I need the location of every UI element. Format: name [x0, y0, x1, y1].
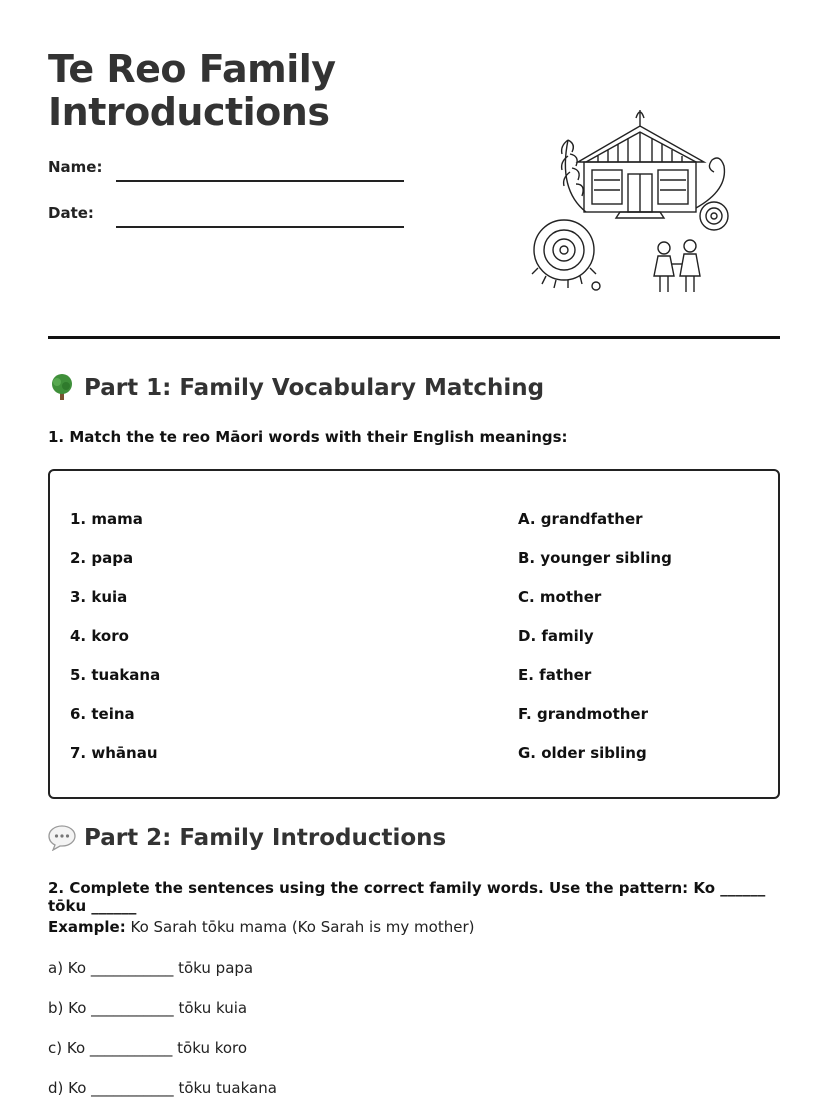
english-meaning-item: B. younger sibling [518, 549, 672, 567]
name-label: Name: [48, 158, 103, 176]
english-meanings-list [518, 509, 672, 782]
example-sentence [48, 918, 474, 936]
matching-box [48, 469, 780, 799]
maori-word-item: 7. whānau [70, 744, 158, 762]
title-line-2: Introductions [48, 90, 330, 134]
header-divider [48, 336, 780, 339]
maori-word-item: 5. tuakana [70, 666, 161, 684]
wharenui-illustration [528, 100, 748, 300]
name-field[interactable] [48, 158, 102, 176]
part2-title [48, 823, 446, 853]
date-label: Date: [48, 204, 94, 222]
english-meaning-item: C. mother [518, 588, 602, 606]
english-meaning-item: E. father [518, 666, 592, 684]
english-meaning-item: F. grandmother [518, 705, 648, 723]
maori-word-item: 1. mama [70, 510, 143, 528]
sentence-item[interactable]: a) Ko ___________ tōku papa [48, 959, 254, 977]
maori-word-item: 2. papa [70, 549, 134, 567]
sentence-item[interactable]: d) Ko ___________ tōku tuakana [48, 1079, 277, 1097]
date-line[interactable] [116, 226, 404, 228]
speech-bubble-icon [48, 823, 76, 851]
maori-word-item: 3. kuia [70, 588, 128, 606]
date-field[interactable] [48, 204, 94, 222]
sentence-item[interactable]: c) Ko ___________ tōku koro [48, 1039, 248, 1057]
part1-title [48, 373, 544, 403]
name-line[interactable] [116, 180, 404, 182]
english-meaning-item: D. family [518, 627, 594, 645]
maori-word-item: 4. koro [70, 627, 129, 645]
part1-title-text: Part 1: Family Vocabulary Matching [84, 375, 545, 401]
page-title [48, 48, 468, 134]
title-line-1: Te Reo Family [48, 47, 336, 91]
part2-instruction: 2. Complete the sentences using the correct family words. Use the pattern: Ko ______ tōku ______ [48, 879, 766, 915]
part2-title-text: Part 2: Family Introductions [84, 825, 447, 851]
english-meaning-item: G. older sibling [518, 744, 647, 762]
tree-icon [48, 373, 76, 401]
part1-instruction: 1. Match the te reo Māori words with their English meanings: [48, 428, 568, 446]
english-meaning-item: A. grandfather [518, 510, 643, 528]
sentence-list [48, 958, 277, 1118]
maori-words-list [70, 509, 160, 782]
example-text: Ko Sarah tōku mama (Ko Sarah is my mother) [125, 918, 475, 936]
example-label: Example: [48, 918, 126, 936]
maori-word-item: 6. teina [70, 705, 135, 723]
sentence-item[interactable]: b) Ko ___________ tōku kuia [48, 999, 248, 1017]
